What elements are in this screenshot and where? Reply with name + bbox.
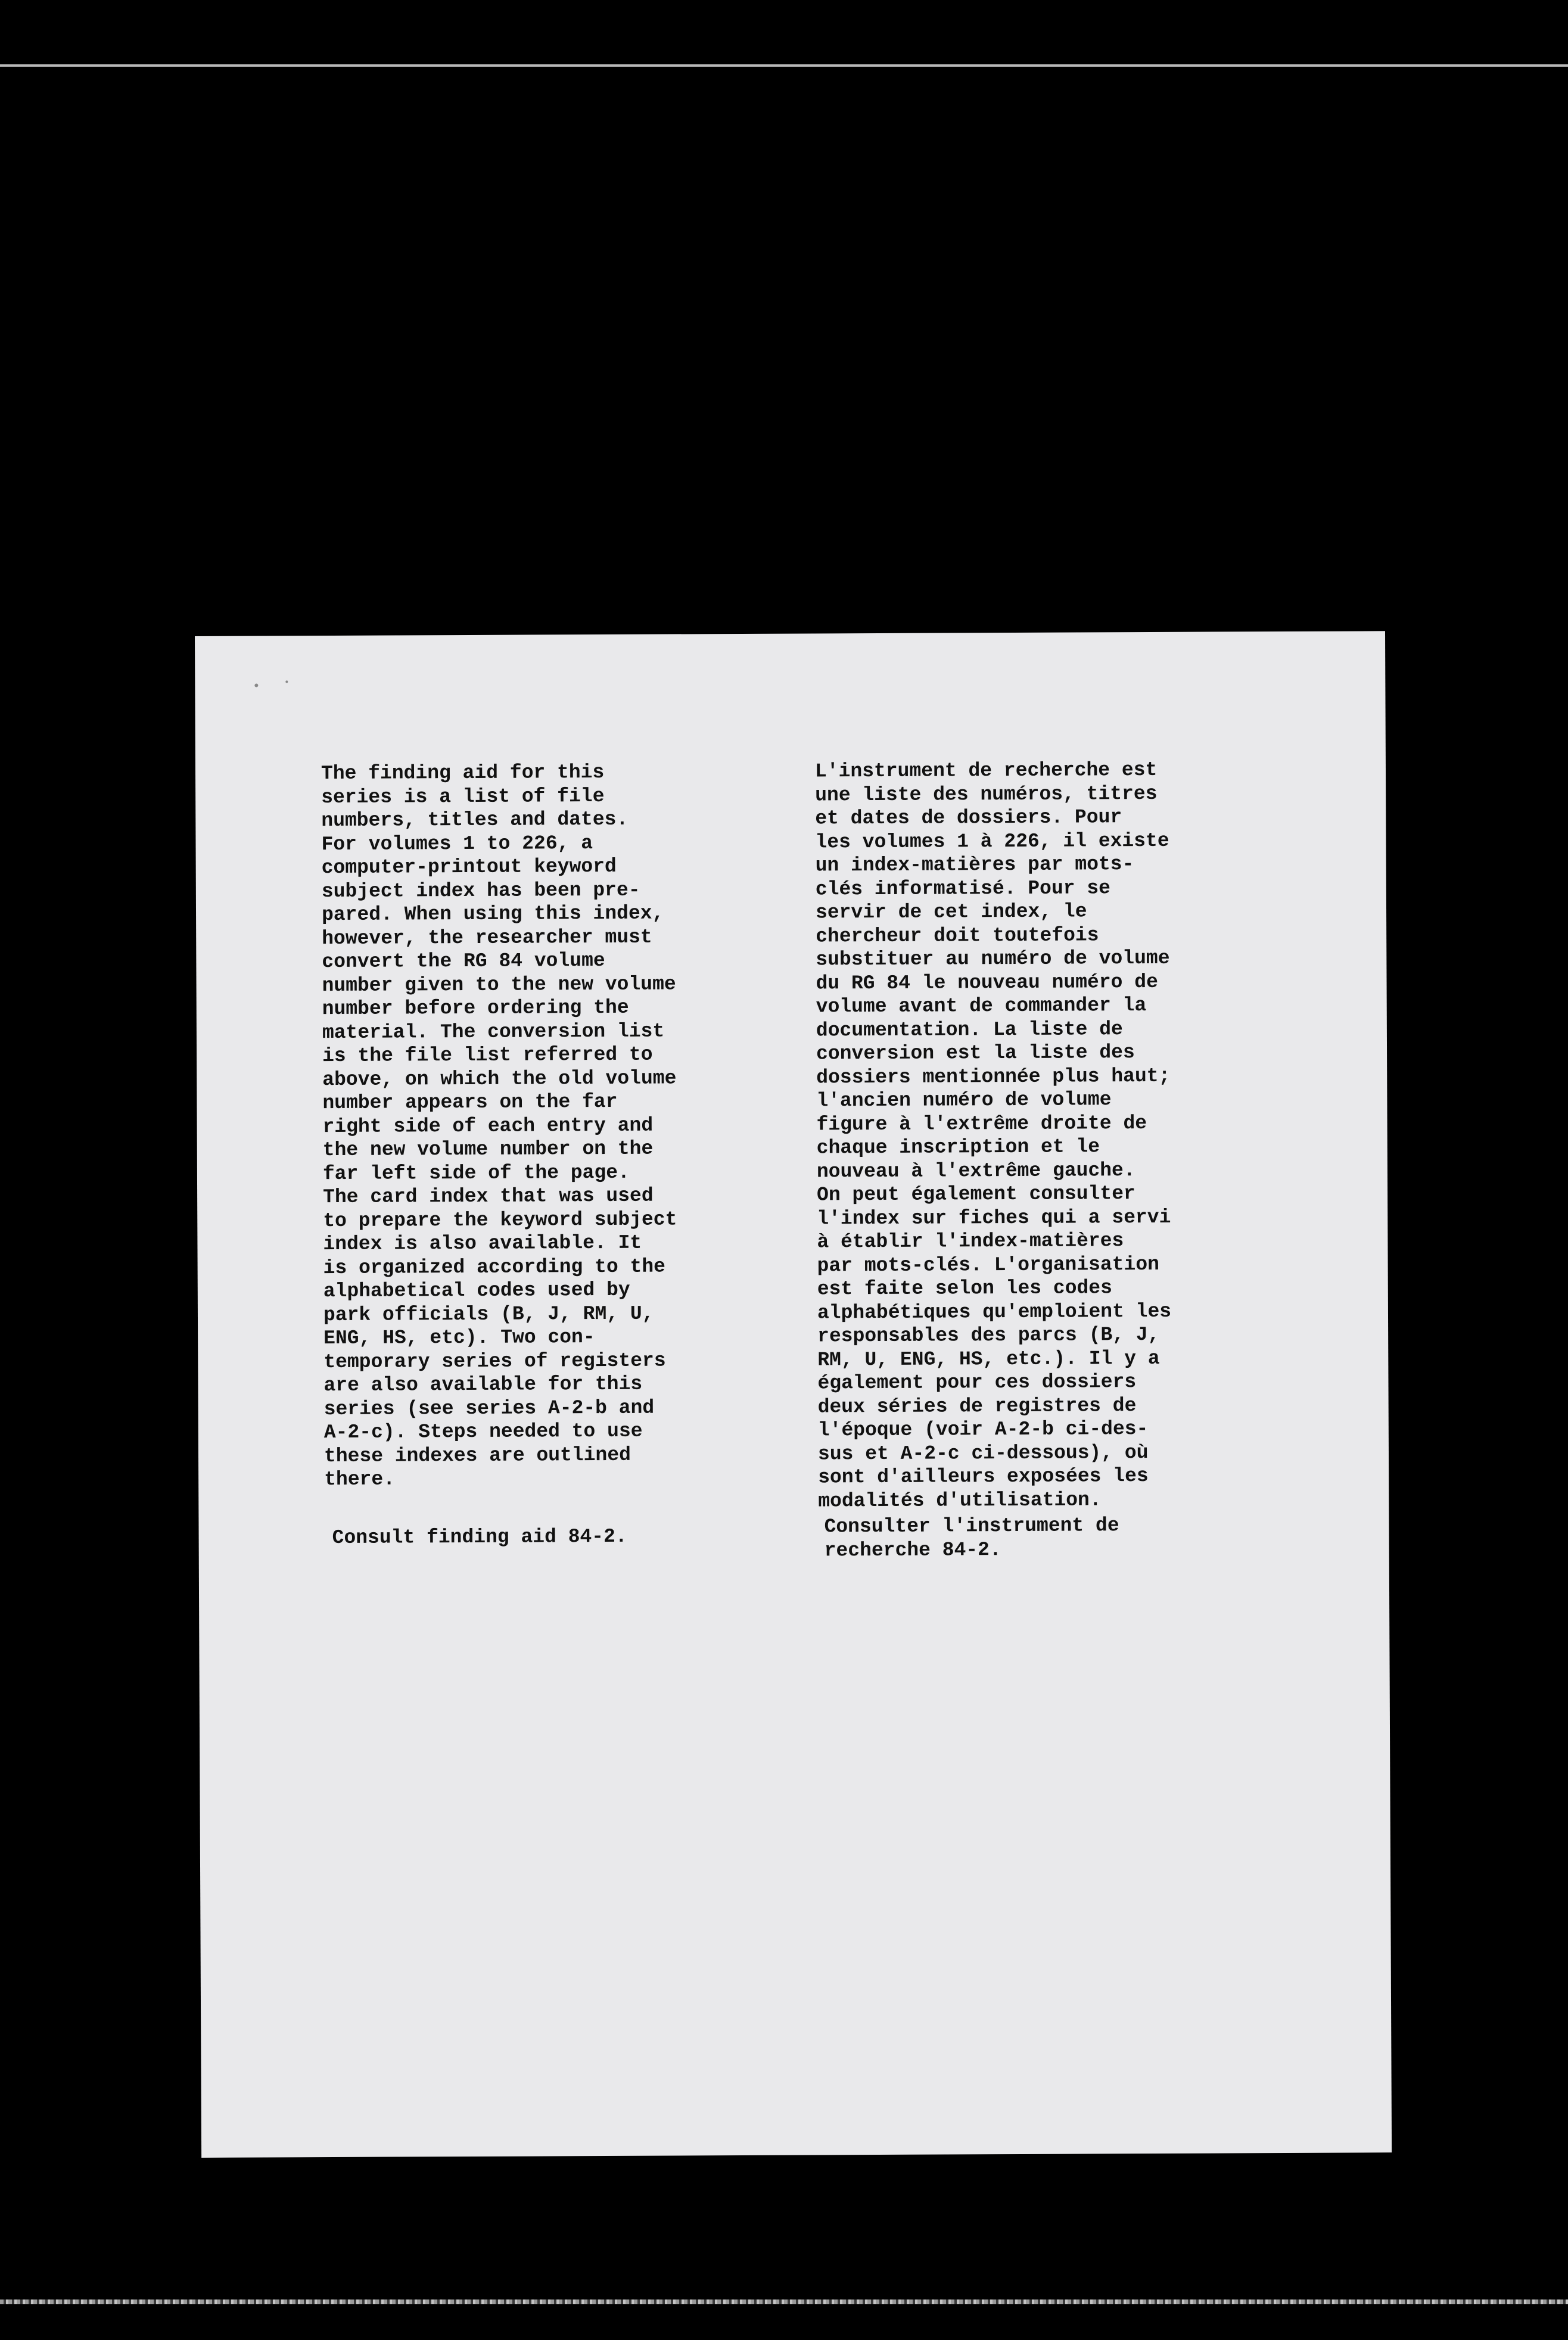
- scan-border-bottom: [0, 2299, 1568, 2304]
- paper-speck: [285, 680, 288, 683]
- document-page: [195, 631, 1392, 2158]
- english-column: [321, 760, 759, 1492]
- french-column: [815, 758, 1253, 1513]
- english-description: The finding aid for this series is a list of file numbers, titles and dates. For volumes 1 to 226, a computer-printout keyword subject index has been pre- pared. When using this index, however, the researcher must convert the RG 84 volume number given to the new volume number before ordering the material. The conversion list is the file list referred to above, on which the old volume number appears on the far right side of each entry and the new volume number on the far left side of the page. The card index that was used to prepare the keyword subject index is also available. It is organized according to the alphabetical codes used by park officials (B, J, RM, U, ENG, HS, etc). Two con- temporary series of registers are also available for this series (see series A-2-b and A-2-c). Steps needed to use these indexes are outlined there.: [321, 761, 677, 1491]
- french-description: L'instrument de recherche est une liste des numéros, titres et dates de dossiers. Pour les volumes 1 à 226, il existe un index-matières par mots- clés informatisé. Pour se servir de cet index, le chercheur doit toutefois substituer au numéro de volume du RG 84 le nouveau numéro de volume avant de commander la documentation. La liste de conversion est la liste des dossiers mentionnée plus haut; l'ancien numéro de volume figure à l'extrême droite de chaque inscription et le nouveau à l'extrême gauche. On peut également consulter l'index sur fiches qui a servi à établir l'index-matières par mots-clés. L'organisation est faite selon les codes alphabétiques qu'emploient les responsables des parcs (B, J, RM, U, ENG, HS, etc.). Il y a également pour ces dossiers deux séries de registres de l'époque (voir A-2-b ci-des- sus et A-2-c ci-dessous), où sont d'ailleurs exposées les modalités d'utilisation.: [814, 758, 1172, 1512]
- paper-speck: [254, 684, 258, 687]
- french-consult-note: Consulter l'instrument de recherche 84-2.: [824, 1514, 1119, 1561]
- scan-border-top: [0, 64, 1568, 67]
- english-consult-note: Consult finding aid 84-2.: [332, 1525, 627, 1549]
